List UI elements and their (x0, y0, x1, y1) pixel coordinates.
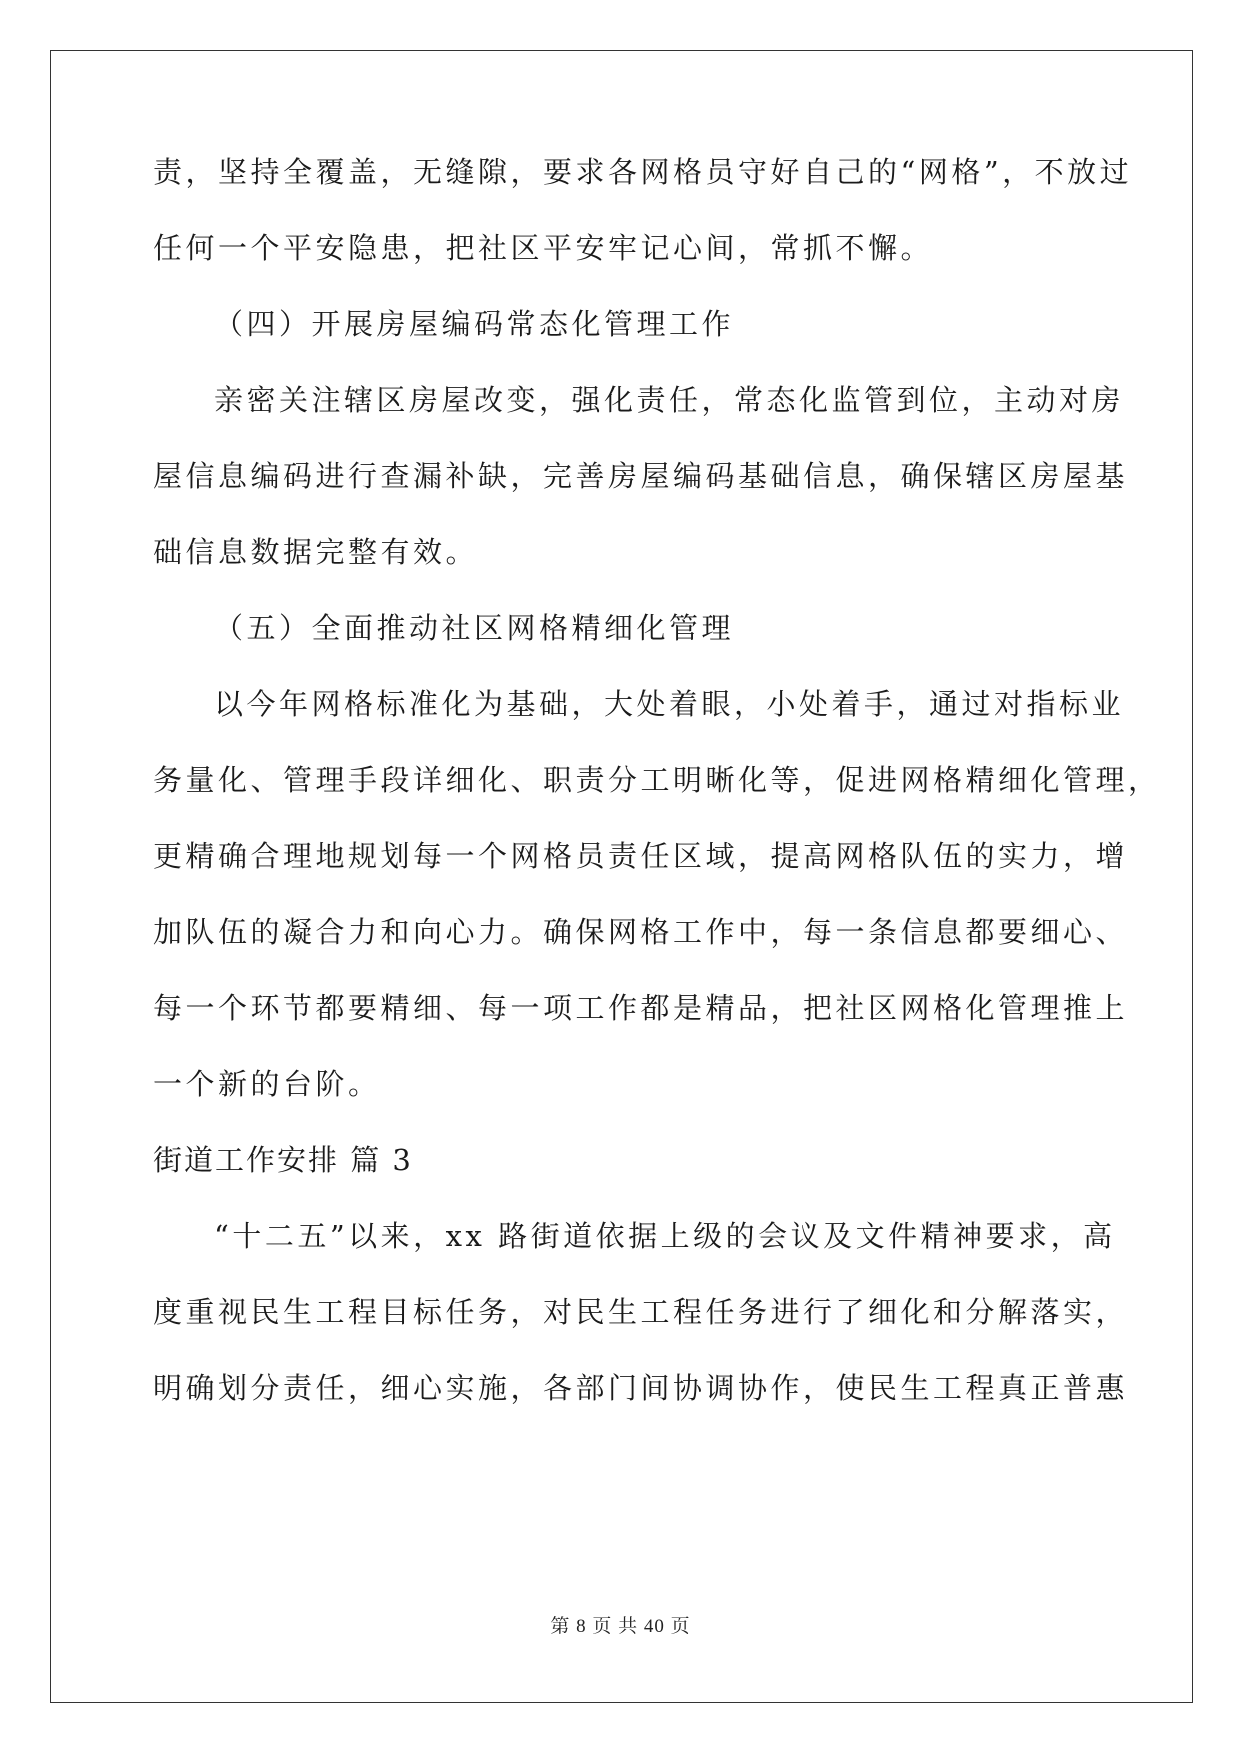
body-line: “十二五”以来，xx 路街道依据上级的会议及文件精神要求，高 (214, 1219, 1116, 1253)
page-number-footer: 第 8 页 共 40 页 (550, 1616, 691, 1637)
section-title: 街道工作安排 篇 3 (153, 1143, 413, 1177)
body-line: 础信息数据完整有效。 (153, 535, 479, 569)
subheading-four: （四）开展房屋编码常态化管理工作 (214, 307, 735, 341)
page-border (50, 50, 1193, 1703)
body-line: 更精确合理地规划每一个网格员责任区域，提高网格队伍的实力，增 (153, 839, 1129, 873)
body-line: 加队伍的凝合力和向心力。确保网格工作中，每一条信息都要细心、 (153, 915, 1129, 949)
body-line: 度重视民生工程目标任务，对民生工程任务进行了细化和分解落实， (153, 1295, 1129, 1329)
body-line: 一个新的台阶。 (153, 1067, 381, 1101)
body-line: 任何一个平安隐患，把社区平安牢记心间，常抓不懈。 (153, 231, 934, 265)
body-line: 明确划分责任，细心实施，各部门间协调协作，使民生工程真正普惠 (153, 1371, 1129, 1405)
body-line: 务量化、管理手段详细化、职责分工明晰化等，促进网格精细化管理， (153, 763, 1161, 797)
body-line: 以今年网格标准化为基础，大处着眼，小处着手，通过对指标业 (214, 687, 1125, 721)
body-line: 每一个环节都要精细、每一项工作都是精品，把社区网格化管理推上 (153, 991, 1129, 1025)
body-line: 责，坚持全覆盖，无缝隙，要求各网格员守好自己的“网格”，不放过 (153, 155, 1133, 189)
subheading-five: （五）全面推动社区网格精细化管理 (214, 611, 735, 645)
body-line: 屋信息编码进行查漏补缺，完善房屋编码基础信息，确保辖区房屋基 (153, 459, 1129, 493)
body-line: 亲密关注辖区房屋改变，强化责任，常态化监管到位，主动对房 (214, 383, 1125, 417)
